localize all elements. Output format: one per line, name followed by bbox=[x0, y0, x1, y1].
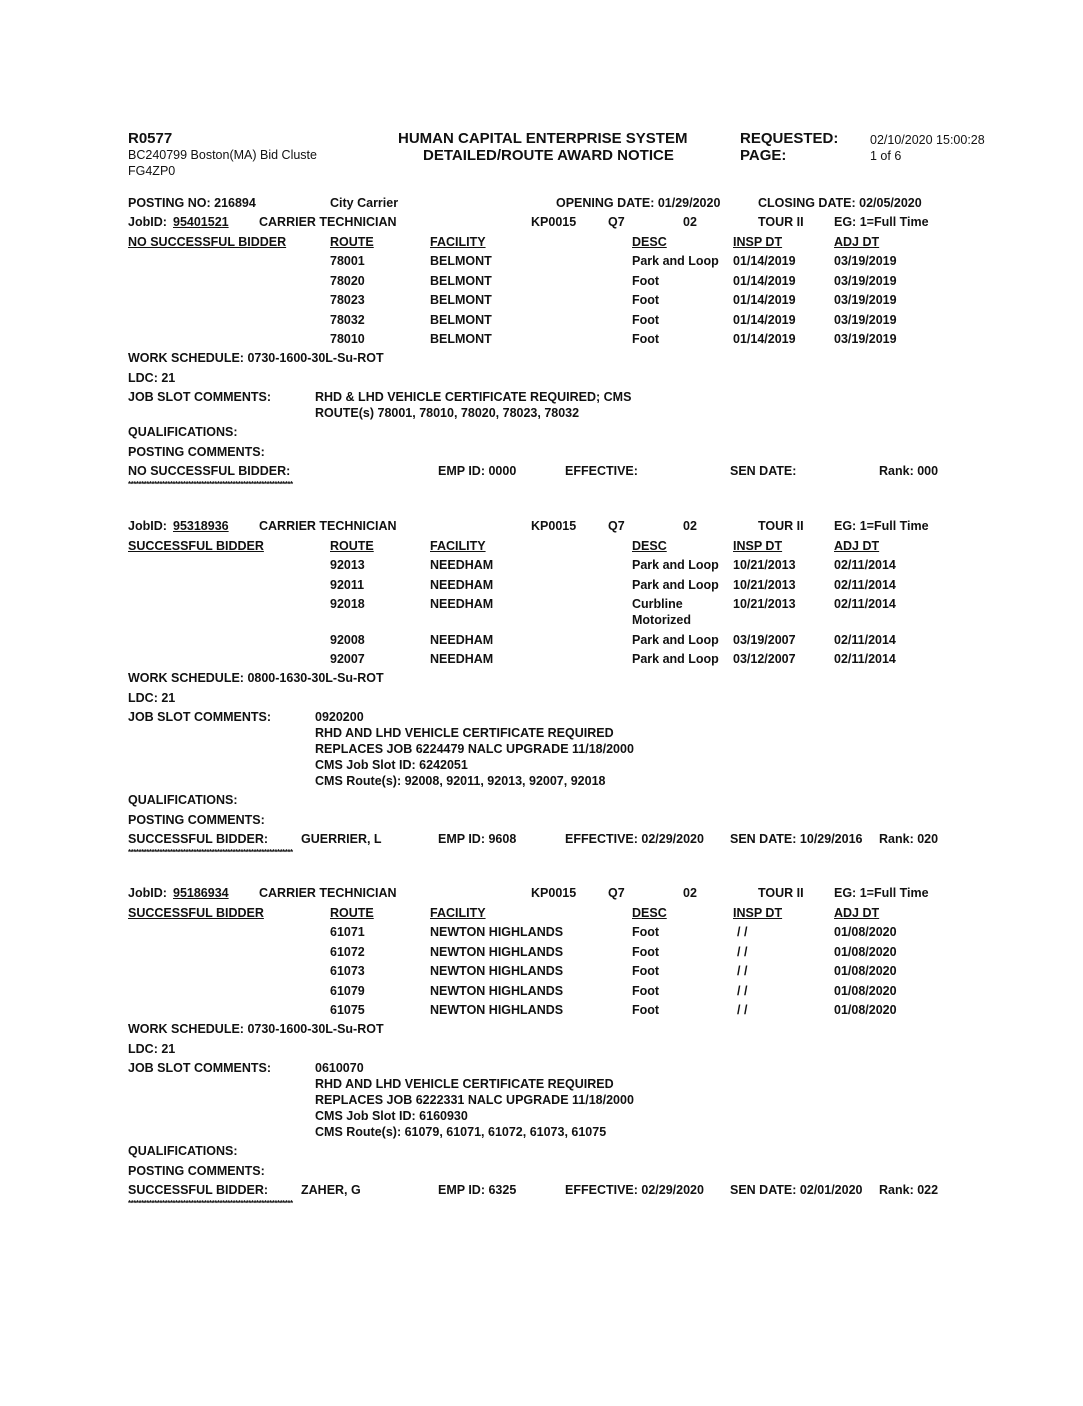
separator-stars: *************************************************************** bbox=[128, 480, 293, 489]
route-facility: NEEDHAM bbox=[430, 652, 494, 666]
route-insp-date: / / bbox=[737, 964, 748, 978]
q-code: Q7 bbox=[608, 886, 625, 900]
route-desc: Park and Loop bbox=[632, 558, 719, 572]
level: 02 bbox=[683, 519, 697, 533]
route-header: ROUTE bbox=[330, 905, 374, 920]
kp-code: KP0015 bbox=[531, 215, 577, 229]
qualifications-label: QUALIFICATIONS: bbox=[128, 425, 238, 439]
work-schedule: WORK SCHEDULE: 0730-1600-30L-Su-ROT bbox=[128, 351, 384, 365]
job-slot-label: JOB SLOT COMMENTS: bbox=[128, 1061, 272, 1075]
route-facility: NEWTON HIGHLANDS bbox=[430, 944, 564, 959]
route-adj-date: 02/11/2014 bbox=[834, 632, 896, 647]
route-insp-date: / / bbox=[737, 1003, 748, 1017]
route-insp-date: 03/12/2007 bbox=[733, 652, 796, 666]
report-code: FG4ZP0 bbox=[128, 164, 176, 178]
route-adj-date: 01/08/2020 bbox=[834, 983, 897, 998]
route-adj-date: 03/19/2019 bbox=[834, 273, 897, 288]
route-insp-date: / / bbox=[737, 925, 748, 939]
work-schedule: WORK SCHEDULE: 0730-1600-30L-Su-ROT bbox=[128, 1022, 384, 1036]
jobid-link[interactable]: 95318936 bbox=[173, 519, 229, 533]
route-desc: Foot bbox=[632, 964, 660, 978]
jobid-label: JobID: bbox=[128, 886, 167, 900]
report-id: R0577 bbox=[128, 130, 173, 147]
route-desc: Foot bbox=[632, 312, 660, 327]
facility-header: FACILITY bbox=[430, 538, 486, 553]
job-slot-comment: 0920200 bbox=[315, 710, 364, 724]
jobid-link[interactable]: 95186934 bbox=[173, 886, 229, 900]
route-adj-date: 02/11/2014 bbox=[834, 652, 896, 666]
seniority-date: SEN DATE: bbox=[730, 464, 797, 478]
route-desc: Foot bbox=[632, 983, 660, 998]
adj-header: ADJ DT bbox=[834, 905, 880, 920]
qualifications-label: QUALIFICATIONS: bbox=[128, 793, 238, 807]
page-label: PAGE: bbox=[740, 147, 787, 164]
route-insp-date: 01/14/2019 bbox=[733, 273, 796, 288]
level: 02 bbox=[683, 215, 697, 229]
route-desc: Park and Loop bbox=[632, 632, 719, 647]
job-slot-comment: REPLACES JOB 6222331 NALC UPGRADE 11/18/2000 bbox=[315, 1093, 634, 1107]
effective-date: EFFECTIVE: 02/29/2020 bbox=[565, 832, 704, 846]
route-desc: Park and Loop bbox=[632, 577, 719, 592]
route-number: 61071 bbox=[330, 925, 365, 939]
employment-group: EG: 1=Full Time bbox=[834, 215, 929, 229]
route-adj-date: 01/08/2020 bbox=[834, 925, 897, 939]
adj-header: ADJ DT bbox=[834, 538, 880, 553]
employment-group: EG: 1=Full Time bbox=[834, 519, 929, 533]
route-number: 78001 bbox=[330, 254, 365, 268]
route-adj-date: 01/08/2020 bbox=[834, 944, 897, 959]
closing-date: CLOSING DATE: 02/05/2020 bbox=[758, 196, 922, 210]
route-number: 61075 bbox=[330, 1003, 365, 1017]
bidder-header: SUCCESSFUL BIDDER bbox=[128, 538, 264, 553]
route-desc: Foot bbox=[632, 925, 660, 939]
route-insp-date: 10/21/2013 bbox=[733, 577, 796, 592]
route-desc: Curbline bbox=[632, 597, 683, 611]
facility-header: FACILITY bbox=[430, 905, 486, 920]
insp-header: INSP DT bbox=[733, 234, 783, 249]
insp-header: INSP DT bbox=[733, 538, 783, 553]
ldc: LDC: 21 bbox=[128, 370, 176, 385]
jobid-link[interactable]: 95401521 bbox=[173, 215, 229, 229]
route-desc: Foot bbox=[632, 293, 660, 307]
route-header: ROUTE bbox=[330, 538, 374, 553]
route-desc: Foot bbox=[632, 944, 660, 959]
route-adj-date: 03/19/2019 bbox=[834, 254, 897, 268]
bidder-header: SUCCESSFUL BIDDER bbox=[128, 905, 264, 920]
route-insp-date: 01/14/2019 bbox=[733, 254, 796, 268]
route-insp-date: 01/14/2019 bbox=[733, 293, 796, 307]
ldc: LDC: 21 bbox=[128, 1041, 176, 1056]
level: 02 bbox=[683, 886, 697, 900]
kp-code: KP0015 bbox=[531, 519, 577, 533]
desc-header: DESC bbox=[632, 538, 667, 553]
opening-date: OPENING DATE: 01/29/2020 bbox=[556, 196, 721, 210]
job-slot-label: JOB SLOT COMMENTS: bbox=[128, 710, 272, 724]
route-adj-date: 03/19/2019 bbox=[834, 332, 897, 346]
effective-date: EFFECTIVE: 02/29/2020 bbox=[565, 1183, 704, 1197]
craft: City Carrier bbox=[330, 196, 399, 210]
route-adj-date: 02/11/2014 bbox=[834, 577, 896, 592]
emp-id: EMP ID: 0000 bbox=[438, 464, 517, 478]
route-facility: NEEDHAM bbox=[430, 577, 494, 592]
job-slot-comment: REPLACES JOB 6224479 NALC UPGRADE 11/18/2000 bbox=[315, 742, 634, 756]
kp-code: KP0015 bbox=[531, 886, 577, 900]
job-slot-comment: CMS Route(s): 92008, 92011, 92013, 92007, 92018 bbox=[315, 774, 606, 788]
route-adj-date: 03/19/2019 bbox=[834, 293, 897, 307]
q-code: Q7 bbox=[608, 215, 625, 229]
route-desc: Park and Loop bbox=[632, 652, 719, 666]
facility-header: FACILITY bbox=[430, 234, 486, 249]
tour: TOUR II bbox=[758, 519, 804, 533]
job-slot-comment: CMS Job Slot ID: 6160930 bbox=[315, 1109, 468, 1123]
route-facility: NEWTON HIGHLANDS bbox=[430, 1003, 564, 1017]
job-slot-comment: 0610070 bbox=[315, 1061, 364, 1075]
qualifications-label: QUALIFICATIONS: bbox=[128, 1144, 238, 1158]
emp-id: EMP ID: 9608 bbox=[438, 832, 517, 846]
route-insp-date: 10/21/2013 bbox=[733, 558, 796, 572]
work-schedule: WORK SCHEDULE: 0800-1630-30L-Su-ROT bbox=[128, 671, 384, 685]
job-title: CARRIER TECHNICIAN bbox=[259, 215, 397, 229]
separator-stars: *************************************************************** bbox=[128, 1199, 293, 1208]
bidder-label: SUCCESSFUL BIDDER: bbox=[128, 1183, 269, 1197]
rank: Rank: 022 bbox=[879, 1183, 939, 1197]
route-desc-extra: Motorized bbox=[632, 613, 692, 627]
route-number: 92018 bbox=[330, 597, 365, 611]
posting-comments-label: POSTING COMMENTS: bbox=[128, 444, 265, 459]
route-facility: NEWTON HIGHLANDS bbox=[430, 964, 564, 978]
route-adj-date: 01/08/2020 bbox=[834, 964, 897, 978]
job-slot-comment: CMS Route(s): 61079, 61071, 61072, 61073, 61075 bbox=[315, 1125, 607, 1139]
route-facility: BELMONT bbox=[430, 312, 492, 327]
route-insp-date: 03/19/2007 bbox=[733, 632, 796, 647]
route-facility: BELMONT bbox=[430, 293, 492, 307]
route-adj-date: 03/19/2019 bbox=[834, 312, 897, 327]
route-facility: NEWTON HIGHLANDS bbox=[430, 983, 564, 998]
route-number: 61072 bbox=[330, 944, 365, 959]
job-slot-comment: RHD & LHD VEHICLE CERTIFICATE REQUIRED; CMS bbox=[315, 390, 632, 404]
route-facility: BELMONT bbox=[430, 273, 492, 288]
route-number: 78032 bbox=[330, 312, 365, 327]
posting-comments-label: POSTING COMMENTS: bbox=[128, 812, 265, 827]
route-facility: NEEDHAM bbox=[430, 597, 494, 611]
job-slot-comment: ROUTE(s) 78001, 78010, 78020, 78023, 78032 bbox=[315, 406, 580, 420]
seniority-date: SEN DATE: 10/29/2016 bbox=[730, 832, 863, 846]
bidder-name: ZAHER, G bbox=[301, 1183, 361, 1197]
route-facility: NEWTON HIGHLANDS bbox=[430, 925, 564, 939]
job-slot-comment: RHD AND LHD VEHICLE CERTIFICATE REQUIRED bbox=[315, 1077, 614, 1091]
bidder-name: GUERRIER, L bbox=[301, 832, 382, 846]
route-desc: Foot bbox=[632, 332, 660, 346]
job-title: CARRIER TECHNICIAN bbox=[259, 519, 397, 533]
route-adj-date: 01/08/2020 bbox=[834, 1003, 897, 1017]
employment-group: EG: 1=Full Time bbox=[834, 886, 929, 900]
rank: Rank: 020 bbox=[879, 832, 939, 846]
route-number: 78023 bbox=[330, 293, 365, 307]
route-facility: BELMONT bbox=[430, 332, 492, 346]
route-number: 61073 bbox=[330, 964, 365, 978]
route-number: 78010 bbox=[330, 332, 365, 346]
route-number: 92008 bbox=[330, 632, 365, 647]
ldc: LDC: 21 bbox=[128, 690, 176, 705]
route-adj-date: 02/11/2014 bbox=[834, 597, 896, 611]
route-facility: NEEDHAM bbox=[430, 558, 494, 572]
route-number: 78020 bbox=[330, 273, 365, 288]
route-facility: BELMONT bbox=[430, 254, 492, 268]
jobid-label: JobID: bbox=[128, 519, 167, 533]
route-insp-date: / / bbox=[737, 983, 748, 998]
requested-value: 02/10/2020 15:00:28 bbox=[870, 133, 985, 147]
insp-header: INSP DT bbox=[733, 905, 783, 920]
posting-number: POSTING NO: 216894 bbox=[128, 196, 256, 210]
route-adj-date: 02/11/2014 bbox=[834, 558, 896, 572]
report-title: HUMAN CAPITAL ENTERPRISE SYSTEM bbox=[398, 130, 688, 147]
route-desc: Foot bbox=[632, 1003, 660, 1017]
route-desc: Park and Loop bbox=[632, 254, 719, 268]
tour: TOUR II bbox=[758, 886, 804, 900]
route-number: 92007 bbox=[330, 652, 365, 666]
route-insp-date: 01/14/2019 bbox=[733, 332, 796, 346]
bidder-label: NO SUCCESSFUL BIDDER: bbox=[128, 464, 291, 478]
bidder-header: NO SUCCESSFUL BIDDER bbox=[128, 234, 287, 249]
route-desc: Foot bbox=[632, 273, 660, 288]
route-insp-date: 10/21/2013 bbox=[733, 597, 796, 611]
page-value: 1 of 6 bbox=[870, 149, 902, 163]
tour: TOUR II bbox=[758, 215, 804, 229]
adj-header: ADJ DT bbox=[834, 234, 880, 249]
job-title: CARRIER TECHNICIAN bbox=[259, 886, 397, 900]
org-line: BC240799 Boston(MA) Bid Cluste bbox=[128, 148, 317, 162]
desc-header: DESC bbox=[632, 905, 667, 920]
route-number: 92013 bbox=[330, 558, 365, 572]
job-slot-comment: CMS Job Slot ID: 6242051 bbox=[315, 758, 468, 772]
route-number: 92011 bbox=[330, 577, 365, 592]
job-slot-comment: RHD AND LHD VEHICLE CERTIFICATE REQUIRED bbox=[315, 726, 614, 740]
seniority-date: SEN DATE: 02/01/2020 bbox=[730, 1183, 863, 1197]
emp-id: EMP ID: 6325 bbox=[438, 1183, 517, 1197]
route-header: ROUTE bbox=[330, 234, 374, 249]
route-insp-date: / / bbox=[737, 944, 748, 959]
rank: Rank: 000 bbox=[879, 464, 939, 478]
bidder-label: SUCCESSFUL BIDDER: bbox=[128, 832, 269, 846]
jobid-label: JobID: bbox=[128, 215, 167, 229]
desc-header: DESC bbox=[632, 234, 667, 249]
route-number: 61079 bbox=[330, 983, 365, 998]
route-insp-date: 01/14/2019 bbox=[733, 312, 796, 327]
report-subtitle: DETAILED/ROUTE AWARD NOTICE bbox=[423, 147, 674, 164]
job-slot-label: JOB SLOT COMMENTS: bbox=[128, 390, 272, 404]
effective-date: EFFECTIVE: bbox=[565, 464, 638, 478]
requested-label: REQUESTED: bbox=[740, 130, 839, 147]
q-code: Q7 bbox=[608, 519, 625, 533]
posting-comments-label: POSTING COMMENTS: bbox=[128, 1163, 265, 1178]
route-facility: NEEDHAM bbox=[430, 632, 494, 647]
separator-stars: *************************************************************** bbox=[128, 848, 293, 857]
